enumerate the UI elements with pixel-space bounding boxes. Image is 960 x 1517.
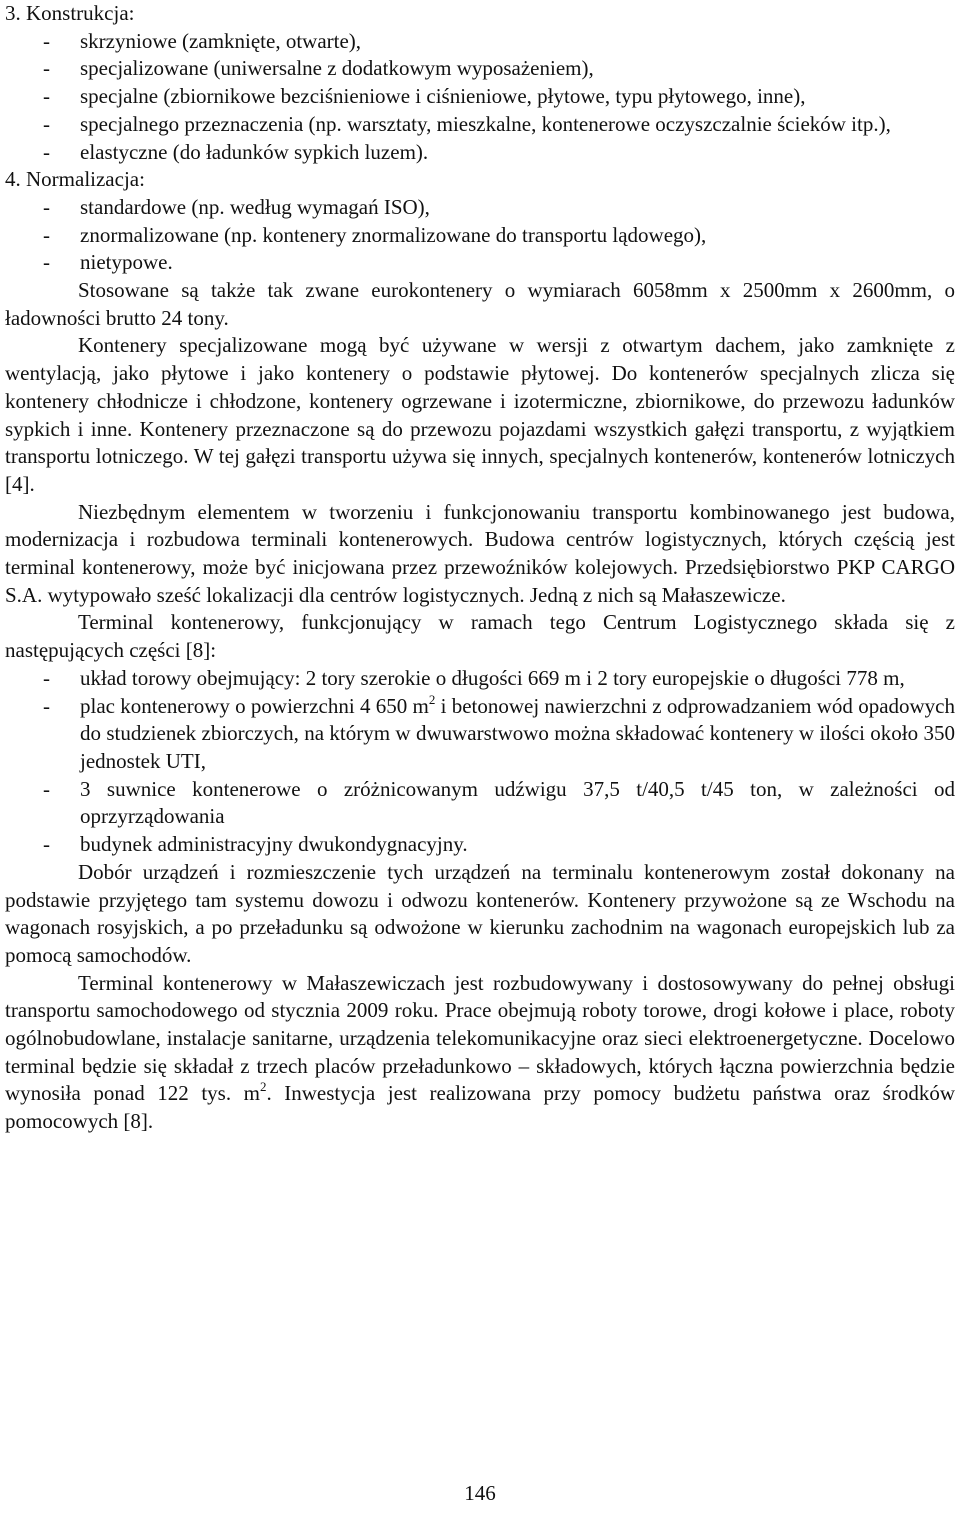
list-item: - nietypowe. <box>5 249 955 277</box>
paragraph-eurokontenery: Stosowane są także tak zwane eurokontenery o wymiarach 6058mm x 2500mm x 2600mm, o ładowności brutto 24 tony. <box>5 278 955 330</box>
list-item: - skrzyniowe (zamknięte, otwarte), <box>5 28 955 56</box>
list-item: - elastyczne (do ładunków sypkich luzem). <box>5 139 955 167</box>
list-item <box>5 693 955 776</box>
list-item-text: plac kontenerowy o powierzchni 4 650 m <box>80 693 429 718</box>
section-heading-konstrukcja: 3. Konstrukcja: <box>5 1 135 25</box>
paragraph-rozbudowa-terminalu <box>5 970 955 1136</box>
list-item-text: i betonowej nawierzchni z odprowadzaniem wód opadowych do studzienek zbiorczych, na którym w dwuwarstwowo można składować kontenery w ilości około 350 jednostek UTI, <box>80 693 955 773</box>
page-number: 146 <box>464 1481 496 1505</box>
list-item: - znormalizowane (np. kontenery znormalizowane do transportu lądowego), <box>5 222 955 250</box>
paragraph-text: . Inwestycja jest realizowana przy pomocy budżetu państwa oraz środków pomocowych [8]. <box>5 1081 955 1134</box>
list-item: - standardowe (np. według wymagań ISO), <box>5 194 955 222</box>
paragraph-terminal-czesci: Terminal kontenerowy, funkcjonujący w ramach tego Centrum Logistycznego składa się z następujących części [8]: <box>5 610 955 663</box>
paragraph-dobor-urzadzen: Dobór urządzeń i rozmieszczenie tych urządzeń na terminalu kontenerowym został dokonany na podstawie przyjętego tam systemu dowozu i odwozu kontenerów. Kontenery przywożone są ze Wschodu na wagonach rosyjskich, a po przeładunku są odwożone w kierunku zachodnim na wagonach europejskich lub za pomocą samochodów. <box>5 859 955 967</box>
paragraph-terminale: Niezbędnym elementem w tworzeniu i funkcjonowaniu transportu kombinowanego jest budowa, modernizacja i rozbudowa terminali kontenerowych. Budowa centrów logistycznych, których częścią jest terminal kontenerowy, może być inicjowana przez przewoźników kolejowych. Przedsiębiorstwo PKP CARGO S.A. wytypowało sześć lokalizacji dla centrów logistycznych. Jedną z nich są Małaszewicze. <box>5 499 955 607</box>
section-heading-normalizacja: 4. Normalizacja: <box>5 167 145 192</box>
superscript: 2 <box>428 691 436 707</box>
superscript: 2 <box>259 1079 267 1095</box>
list-item: - specjalizowane (uniwersalne z dodatkowym wyposażeniem), <box>5 55 955 83</box>
konstrukcja-list <box>5 28 955 167</box>
terminal-parts-list <box>5 665 955 859</box>
list-item: - specjalne (zbiornikowe bezciśnieniowe i ciśnieniowe, płytowe, typu płytowego, inne), <box>5 83 955 111</box>
list-item: - układ torowy obejmujący: 2 tory szerokie o długości 669 m i 2 tory europejskie o długości 778 m, <box>5 665 955 693</box>
list-item: - specjalnego przeznaczenia (np. warsztaty, mieszkalne, kontenerowe oczyszczalnie ścieków itp.), <box>5 111 955 139</box>
paragraph-text: Terminal kontenerowy w Małaszewiczach jest rozbudowywany i dostosowywany do pełnej obsługi transportu samochodowego od stycznia 2009 roku. Prace obejmują roboty torowe, drogi kołowe i place, roboty ogólnobudowlane, instalacje sanitarne, urządzenia telekomunikacyjne oraz sieci elektroenergetyczne. Docelowo terminal będzie się składał z trzech placów przeładunkowo – składowych, których łączna powierzchnia będzie wynosiła ponad 122 tys. m <box>5 970 955 1106</box>
list-item: - budynek administracyjny dwukondygnacyjny. <box>5 831 955 859</box>
normalizacja-list <box>5 194 955 277</box>
paragraph-kontenery-specjalizowane: Kontenery specjalizowane mogą być używane w wersji z otwartym dachem, jako zamknięte z wentylacją, jako płytowe i jako kontenery o podstawie płytowej. Do kontenerów specjalnych zlicza się kontenery chłodnicze i chłodzone, kontenery ogrzewane i izotermiczne, zbiornikowe, do przewozu ładunków sypkich i inne. Kontenery przeznaczone są do przewozu pojazdami wszystkich gałęzi transportu, z wyjątkiem transportu lotniczego. W tej gałęzi transportu używa się innych, specjalnych kontenerów, kontenerów lotniczych [4]. <box>5 333 955 496</box>
list-item: - 3 suwnice kontenerowe o zróżnicowanym udźwigu 37,5 t/40,5 t/45 ton, w zależności od oprzyrządowania <box>5 776 955 831</box>
